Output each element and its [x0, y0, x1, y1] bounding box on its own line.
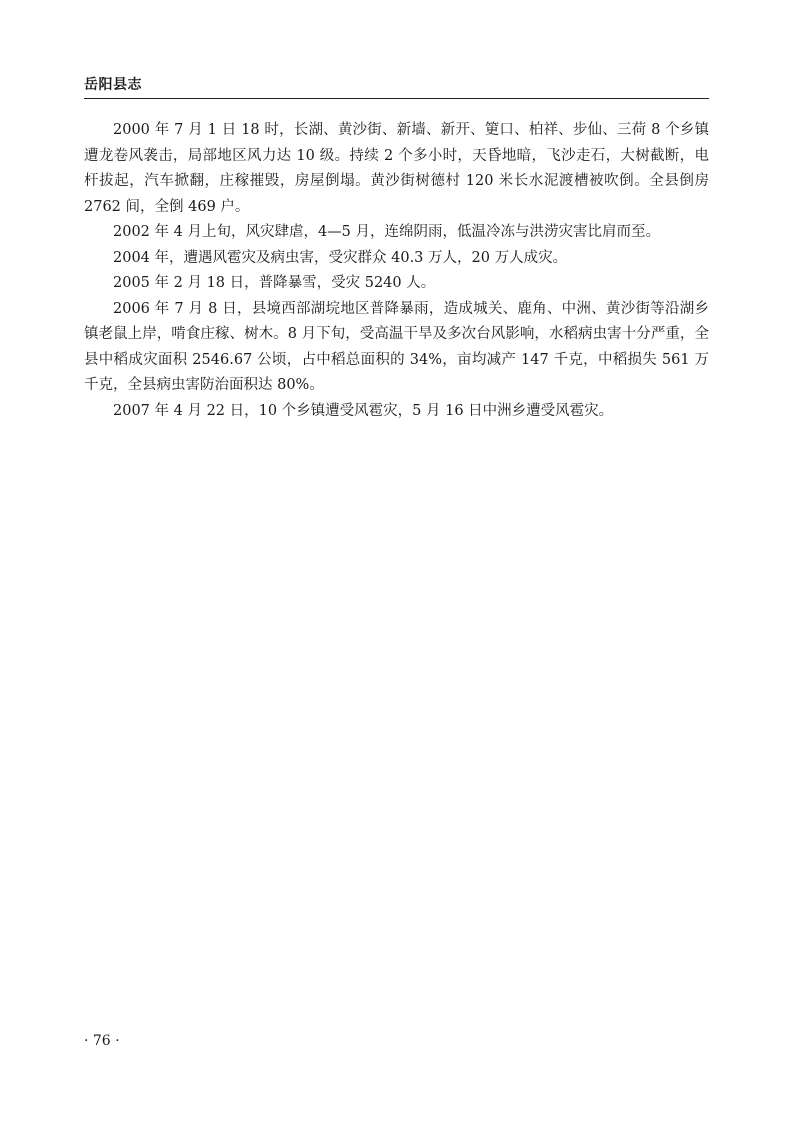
paragraph-2000: 2000 年 7 月 1 日 18 时，长湖、黄沙街、新墙、新开、筻口、柏祥、步仙、三荷 8 个乡镇遭龙卷风袭击，局部地区风力达 10 级。持续 2 个多小时，天昏地暗，飞沙走石，大树截断，电杆拔起，汽车掀翻，庄稼摧毁，房屋倒塌。黄沙街树德村 120 米长水泥渡槽被吹倒。全县倒房 2762 间，全倒 469 户。	[84, 122, 709, 215]
paragraph-2005: 2005 年 2 月 18 日，普降暴雪，受灾 5240 人。	[113, 275, 436, 291]
header-rule	[84, 98, 709, 99]
paragraph-2007: 2007 年 4 月 22 日，10 个乡镇遭受风雹灾，5 月 16 日中洲乡遭受风雹灾。	[113, 402, 614, 419]
paragraph-2006: 2006 年 7 月 8 日，县境西部湖垸地区普降暴雨，造成城关、鹿角、中洲、黄沙街等沿湖乡镇老鼠上岸，啃食庄稼、树木。8 月下旬，受高温干旱及多次台风影响，水稻病虫害十分严重，全县中稻成灾面积 2546.67 公顷，占中稻总面积的 34%，亩均减产 147 千克，中稻损失 561 万千克，全县病虫害防治面积达 80%。	[84, 300, 709, 393]
page-number: · 76 ·	[84, 1033, 120, 1049]
main-text	[84, 118, 709, 424]
paragraph-2004: 2004 年，遭遇风雹灾及病虫害，受灾群众 40.3 万人，20 万人成灾。	[113, 249, 568, 266]
paragraph-2002: 2002 年 4 月上旬，风灾肆虐，4—5 月，连绵阴雨，低温冷冻与洪涝灾害比肩而至。	[113, 224, 661, 240]
running-header-title: 岳阳县志	[84, 77, 142, 93]
